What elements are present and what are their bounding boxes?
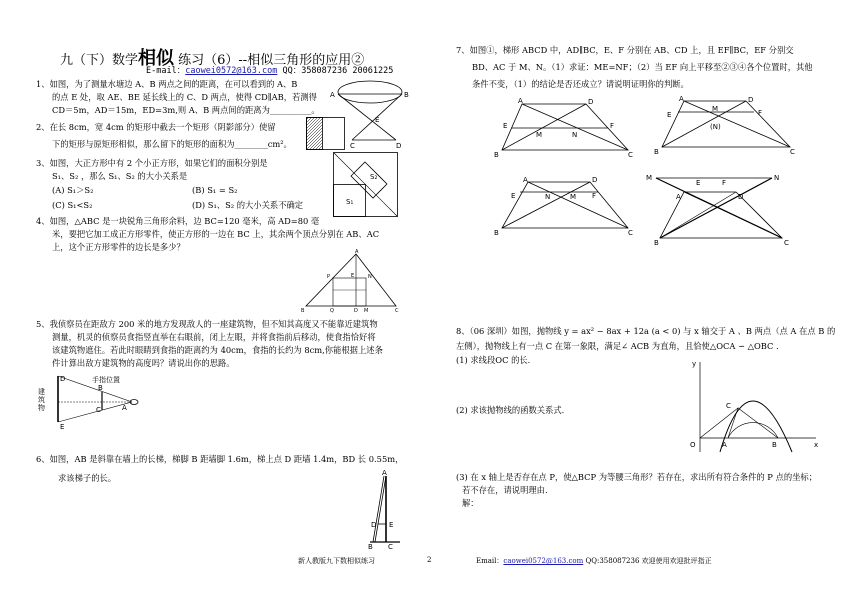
problem-2-line: 下的矩形与原矩形相似，那么留下的矩形的面积为________cm²。 xyxy=(52,139,292,149)
label-m: M xyxy=(536,131,543,139)
figure-7-trapezoid-2 xyxy=(654,95,796,157)
label-b: B xyxy=(301,308,305,314)
label-d: D xyxy=(371,521,377,529)
label-s1: S₁ xyxy=(346,198,354,206)
label-e: E xyxy=(503,122,508,130)
label-m: M xyxy=(570,193,577,201)
footer-contact: Email：caowei0572@163.com QQ:358087236 欢迎使用欢迎批评指正 xyxy=(476,557,712,565)
label-p: P xyxy=(327,274,331,280)
label-a: A xyxy=(330,91,335,99)
label-d: D xyxy=(592,176,598,184)
author-contact: E-mail：caowei0572@163.com QQ：358087236 20061225 xyxy=(146,66,394,76)
problem-8-line: 8、（06 深圳）如图，抛物线 y = ax² − 8ax + 12a (a < 0) 与 x 轴交于 A 、B 两点（点 A 在点 B 的 xyxy=(456,326,836,336)
figure-7-trapezoid-1 xyxy=(494,98,634,160)
figure-4-triangle xyxy=(300,250,402,316)
problem-3-line: S₁、S₂ ，那么 S₁、S₂ 的大小关系是 xyxy=(52,171,188,181)
label-d: D xyxy=(748,96,754,104)
problem-6-line: 求该梯子的长。 xyxy=(58,473,117,483)
label-e: E xyxy=(60,423,65,431)
label-e: E xyxy=(351,273,355,279)
problem-3-line: 3、如图，大正方形中有 2 个小正方形，如果它们的面积分别是 xyxy=(36,158,268,168)
label-s2: S₂ xyxy=(370,173,378,181)
label-n: N xyxy=(774,174,780,182)
answer-label: 解： xyxy=(462,498,479,508)
label-b: B xyxy=(494,151,499,159)
label-b: B xyxy=(654,148,659,156)
label-c: C xyxy=(628,229,633,237)
problem-5-line: 件计算出敌方建筑物的高度吗？请说出你的思路。 xyxy=(52,358,235,368)
label-n: (N) xyxy=(710,123,721,131)
figure-8-parabola xyxy=(676,356,826,456)
choice-d: (D) S₁、S₂ 的大小关系不确定 xyxy=(192,200,304,210)
problem-4-line: 上，这个正方形零件的边长是多少？ xyxy=(52,242,185,252)
page-number: 2 xyxy=(427,556,432,564)
label-f: F xyxy=(758,109,763,117)
label-d: D xyxy=(738,193,744,201)
page-title: 九（下）数学相似 练习（6）--相似三角形的应用② xyxy=(60,48,365,69)
problem-8-part-2: (2) 求该抛物线的函数关系式. xyxy=(456,405,565,415)
label-e: E xyxy=(389,521,394,529)
label-b: B xyxy=(494,229,499,237)
problem-1-line: 1、如图，为了测量水塘边 A、B 两点之间的距离，在可以看到的 A、B xyxy=(36,79,298,89)
problem-4-line: 4、如图，△ABC 是一块锐角三角形余料，边 BC=120 毫米，高 AD=80 毫 xyxy=(36,216,320,226)
label-e: E xyxy=(375,116,380,124)
label-a: A xyxy=(679,95,684,103)
label-m: M xyxy=(646,174,653,182)
building-label: 筑 xyxy=(38,396,45,404)
figure-7-trapezoid-3 xyxy=(494,176,634,238)
problem-2-line: 2、在长 8cm，宽 4cm 的矩形中截去一个矩形（阴影部分）使留 xyxy=(36,122,276,132)
problem-8-line: 左侧），抛物线上有一点 C 在第一象限，满足∠ ACB 为直角，且恰使△OCA ∽ △OBC . xyxy=(456,341,779,351)
label-c: C xyxy=(628,151,633,159)
label-c: C xyxy=(784,239,789,247)
choice-b: (B) S₁ = S₂ xyxy=(192,185,238,195)
label-e: E xyxy=(667,111,672,119)
label-a: A xyxy=(355,249,359,255)
problem-7-line: BD、AC 于 M、N。（1）求证：ME=NF；（2）当 EF 向上平移至②③④各个位置时，其他 xyxy=(472,62,813,72)
problem-5-line: 5、我侦察员在距敌方 200 米的地方发现敌人的一座建筑物，但不知其高度又不能靠近建筑物 xyxy=(36,319,378,329)
label-n: N xyxy=(368,274,372,280)
email-link[interactable]: caowei0572@163.com xyxy=(185,66,278,76)
problem-4-line: 米，要把它加工成正方形零件，使正方形的一边在 BC 上，其余两个顶点分别在 AB、AC xyxy=(52,229,380,239)
building-label: 建 xyxy=(38,388,45,396)
finger-position-label: 手指位置 xyxy=(92,376,120,384)
label-c: C xyxy=(726,402,731,410)
label-m: M xyxy=(364,308,369,314)
label-e: E xyxy=(696,179,701,187)
y-axis-label: y xyxy=(692,360,697,368)
label-q: Q xyxy=(330,308,334,314)
label-c: C xyxy=(350,142,355,150)
label-a: A xyxy=(523,176,528,184)
label-n: N xyxy=(572,131,578,139)
problem-6-line: 6、如图，AB 是斜靠在墙上的长梯，梯脚 B 距墙脚 1.6m，梯上点 D 距墙 1.4m，BD 长 0.55m， xyxy=(36,454,404,464)
footer-title: 新人教版九下数相似练习 xyxy=(298,557,375,565)
label-c: C xyxy=(96,406,101,414)
problem-7-line: 7、如图①，梯形 ABCD 中，AD∥BC，E、F 分别在 AB、CD 上，且 EF∥BC，EF 分别交 xyxy=(456,45,794,55)
problem-5-line: 该建筑物遮住。若此时眼睛到食指的距离约为 40cm，食指的长约为 8cm,你能根据上述条 xyxy=(52,345,383,355)
problem-1-line: CD＝5m，AD＝15m，ED=3m,则 A、B 两点间的距离为__________。 xyxy=(52,105,320,115)
label-m: M xyxy=(712,105,719,113)
label-b: B xyxy=(368,543,373,551)
problem-8-part-1: (1) 求线段OC 的长. xyxy=(456,355,531,365)
figure-3-squares xyxy=(333,152,399,218)
figure-7-trapezoid-4 xyxy=(646,172,796,248)
label-a: A xyxy=(518,97,523,105)
label-b: B xyxy=(654,239,659,247)
figure-6-ladder xyxy=(366,470,406,550)
problem-1-line: 的点 E 处，取 AE、BE 延长线上的 C、D 两点，使得 CD∥AB，若测得 xyxy=(52,92,317,102)
label-f: F xyxy=(610,122,615,130)
problem-8-part-3: (3) 在 x 轴上是否存在点 P，使△BCP 为等腰三角形？若存在，求出所有符合条件的 P 点的坐标； xyxy=(456,472,818,482)
label-e: E xyxy=(511,192,516,200)
label-b: B xyxy=(98,384,103,392)
choice-c: (C) S₁<S₂ xyxy=(52,200,93,210)
problem-7-line: 条件不变，（1）的结论是否还成立？请说明证明你的判断。 xyxy=(472,79,689,89)
label-d: D xyxy=(354,308,358,314)
label-b: B xyxy=(772,441,777,449)
label-d: D xyxy=(60,375,66,383)
label-o: O xyxy=(690,441,696,449)
label-f: F xyxy=(592,192,597,200)
label-d: D xyxy=(588,98,594,106)
label-c: C xyxy=(790,148,795,156)
figure-2-rectangle xyxy=(306,117,346,151)
label-d: D xyxy=(396,142,402,150)
label-b: B xyxy=(404,91,409,99)
choice-a: (A) S₁＞S₂ xyxy=(52,185,94,195)
figure-5-finger xyxy=(36,372,146,432)
label-a: A xyxy=(122,404,127,412)
label-a: A xyxy=(676,193,681,201)
problem-5-line: 测量，机灵的侦察员食指竖直举在右眼前，闭上左眼，并将食指前后移动，使食指恰好将 xyxy=(52,332,376,342)
label-c: C xyxy=(388,543,393,551)
label-a: A xyxy=(382,469,387,477)
building-label: 物 xyxy=(38,404,45,412)
label-n: N xyxy=(545,193,551,201)
label-c: C xyxy=(395,308,399,314)
problem-8-line: 若不存在，请说明理由. xyxy=(462,485,548,495)
x-axis-label: x xyxy=(814,441,819,449)
label-a: A xyxy=(722,441,727,449)
footer-email-link[interactable]: caowei0572@163.com xyxy=(503,557,584,565)
label-f: F xyxy=(722,179,727,187)
